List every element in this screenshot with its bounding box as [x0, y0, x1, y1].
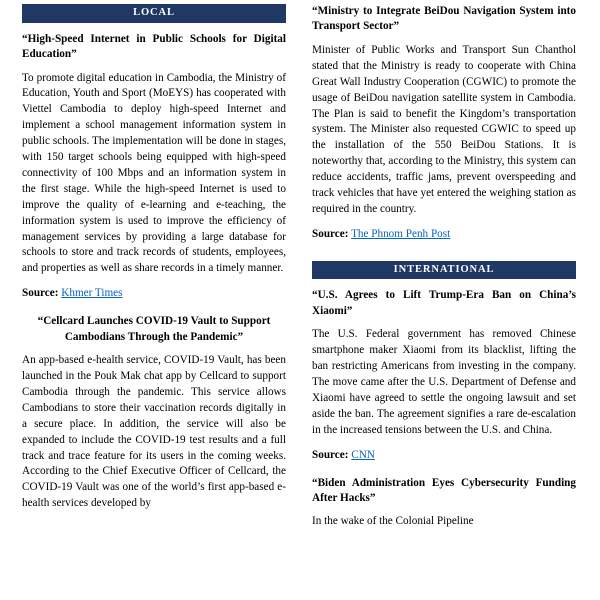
source-label: Source:	[312, 227, 349, 240]
source-link[interactable]: CNN	[351, 448, 375, 461]
article-body: To promote digital education in Cambodia, the Ministry of Education, Youth and Sport (MoEYS) has cooperated with Viettel Cambodia to deploy high-speed Internet and implement a school management information system in public schools. The implementation will be done in stages, with 150 target schools being equipped with high-speed connectivity of 100 Mbps and an information system in the first stage. While the high-speed Internet is used to improve the quality of e-learning and e-teaching, the information system is used to improve the efficiency of management services by providing a large database for schools to store and track records of students, employees, and properties as well as share records in a timely manner.	[22, 71, 286, 275]
article-headline: “High-Speed Internet in Public Schools for Digital Education”	[22, 32, 286, 61]
left-column	[22, 4, 286, 521]
two-column-layout	[22, 4, 578, 539]
article-headline: “Cellcard Launches COVID-19 Vault to Support Cambodians Through the Pandemic”	[37, 315, 271, 343]
article-body: The U.S. Federal government has removed Chinese smartphone maker Xiaomi from its blacklist, lifting the ban restricting Americans from investing in the company. The move came after the U.S. Department of Defense and Xiaomi have agreed to settle the ongoing lawsuit and set aside the ban. The agreement signifies a rare de-escalation in the increased tensions between the U.S. and China.	[312, 328, 576, 436]
article-source	[312, 227, 576, 243]
article-body: An app-based e-health service, COVID-19 Vault, has been launched in the Pouk Mak chat app by Cellcard to support Cambodia through the pandemic. This service allows Cambodians to store their vaccination records digitally in a secure place. In addition, the service will also be expanded to include the COVID-19 test results and a full track and trace feature for its users in the coming weeks. According to the Chief Executive Officer of Cellcard, the COVID-19 Vault was one of the world’s first app-based e-health services developed by	[22, 354, 286, 510]
source-link[interactable]: The Phnom Penh Post	[351, 227, 451, 240]
article-source	[22, 286, 286, 302]
article-headline: “Ministry to Integrate BeiDou Navigation System into Transport Sector”	[312, 5, 576, 33]
article-body: Minister of Public Works and Transport Sun Chanthol stated that the Ministry is ready to cooperate with China Great Wall Industry Cooperation (CGWIC) to promote the usage of BeiDou navigation satellite system in Cambodia. The Plan is said to benefit the Kingdom’s transportation system. The Minister also requested CGWIC to speed up the installation of the 550 BeiDou Stations. It is noteworthy that, according to the Ministry, this system can reduce accidents, traffic jams, prevent overspeeding and track vehicles that have yet entered the weighing station as required in the country.	[312, 43, 576, 215]
article-source	[312, 448, 576, 464]
right-column	[312, 4, 576, 539]
source-link[interactable]: Khmer Times	[61, 287, 123, 300]
article-headline: “Biden Administration Eyes Cybersecurity Funding After Hacks”	[312, 476, 576, 504]
article-body: In the wake of the Colonial Pipeline	[312, 515, 474, 528]
article-headline: “U.S. Agrees to Lift Trump-Era Ban on China’s Xiaomi”	[312, 289, 576, 317]
section-banner-local: LOCAL	[22, 4, 286, 23]
section-banner-international: INTERNATIONAL	[312, 261, 576, 280]
source-label: Source:	[22, 287, 59, 300]
source-label: Source:	[312, 448, 349, 461]
